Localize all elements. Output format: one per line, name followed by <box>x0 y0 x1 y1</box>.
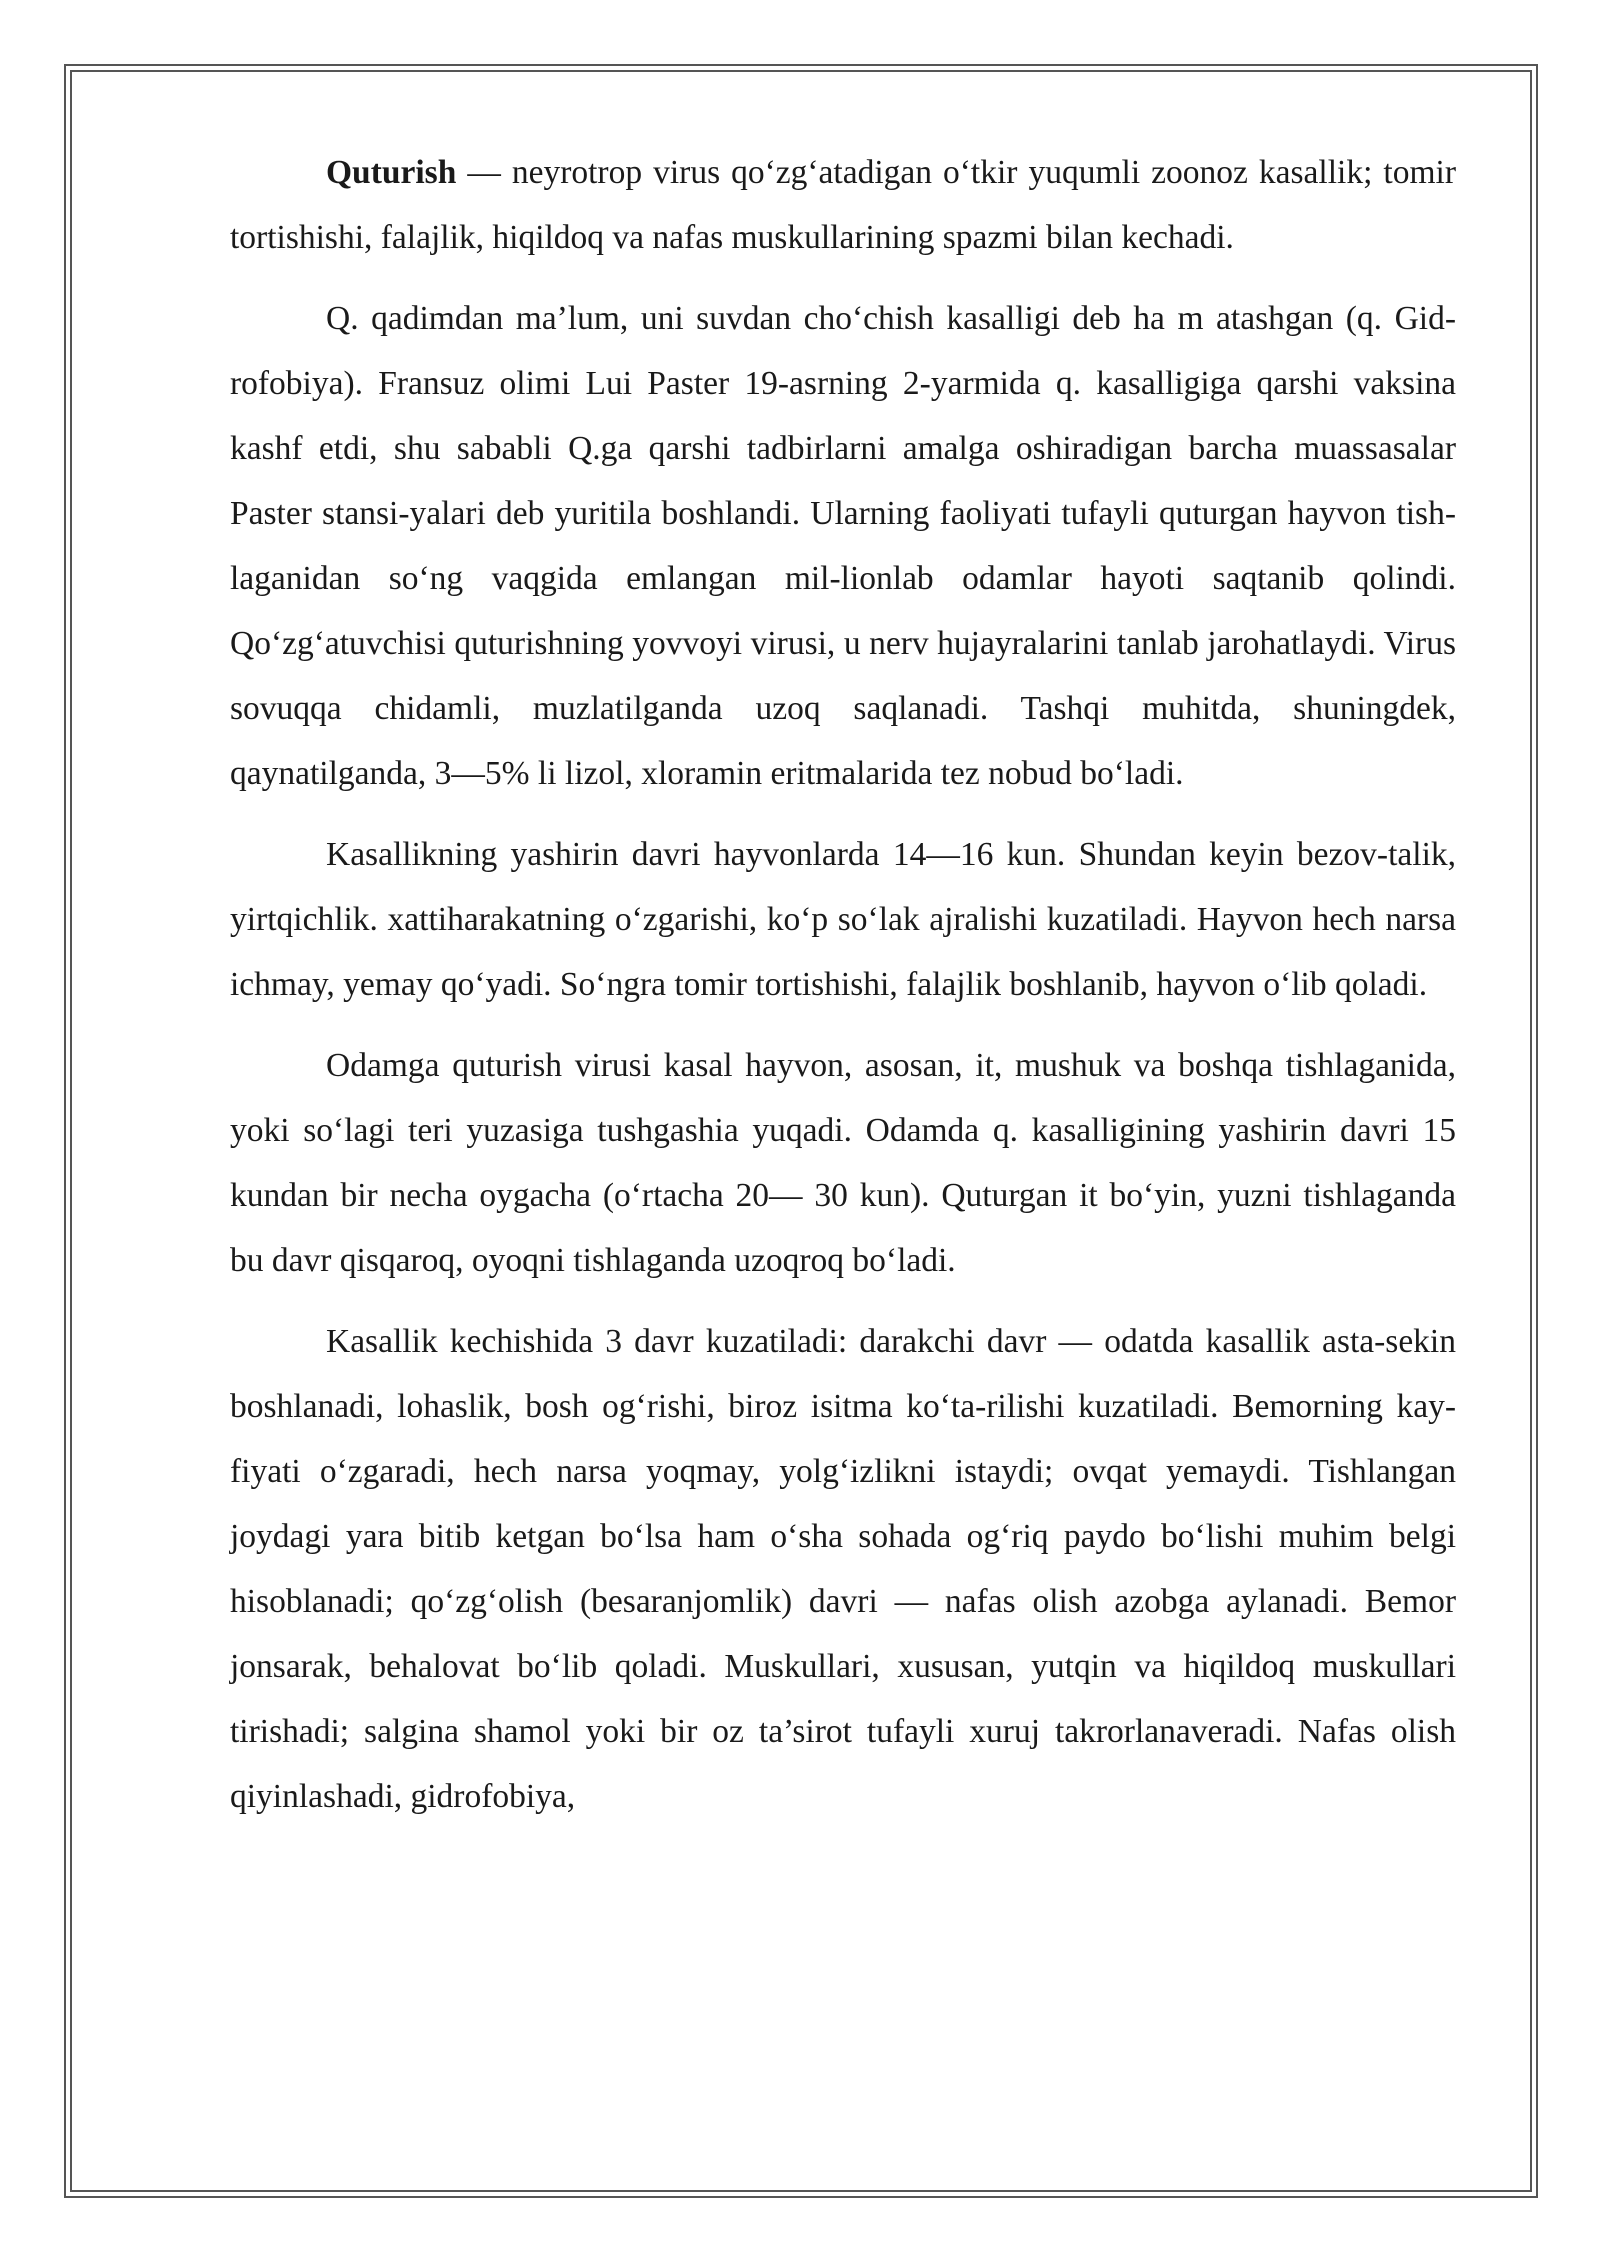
document-body <box>230 140 1456 1845</box>
paragraph-3: Kasallikning yashirin davri hayvonlarda 14—16 kun. Shundan keyin bezov-talik, yirtqichlik. xattiharakatning o‘zgarishi, ko‘p so‘lak ajralishi kuzatiladi. Hayvon hech narsa ichmay, yemay qo‘yadi. So‘ngra tomir tortishishi, falajlik boshlanib, hayvon o‘lib qoladi. <box>230 836 1456 1003</box>
term-heading: Quturish <box>326 154 457 191</box>
paragraph-1 <box>230 140 1456 270</box>
paragraph-2: Q. qadimdan ma’lum, uni suvdan cho‘chish kasalligi deb ha m atashgan (q. Gid-rofobiya). Fransuz olimi Lui Paster 19-asrning 2-yarmida q. kasalligiga qarshi vaksina kashf etdi, shu sababli Q.ga qarshi tadbirlarni amalga oshiradigan barcha muassasalar Paster stansi-yalari deb yuritila boshlandi. Ularning faoliyati tufayli quturgan hayvon tish-laganidan so‘ng vaqgida emlangan mil-lionlab odamlar hayoti saqtanib qolindi. Qo‘zg‘atuvchisi quturishning yovvoyi virusi, u nerv hujayralarini tanlab jarohatlaydi. Virus sovuqqa chidamli, muzlatilganda uzoq saqlanadi. Tashqi muhitda, shuningdek, qaynatilganda, 3—5% li lizol, xloramin eritmalarida tez nobud bo‘ladi. <box>230 300 1456 792</box>
paragraph-5: Kasallik kechishida 3 davr kuzatiladi: darakchi davr — odatda kasallik asta-sekin boshlanadi, lohaslik, bosh og‘rishi, biroz isitma ko‘ta-rilishi kuzatiladi. Bemorning kay-fiyati o‘zgaradi, hech narsa yoqmay, yolg‘izlikni istaydi; ovqat yemaydi. Tishlangan joydagi yara bitib ketgan bo‘lsa ham o‘sha sohada og‘riq paydo bo‘lishi muhim belgi hisoblanadi; qo‘zg‘olish (besaranjomlik) davri — nafas olish azobga aylanadi. Bemor jonsarak, behalovat bo‘lib qoladi. Muskullari, xususan, yutqin va hiqildoq muskullari tirishadi; salgina shamol yoki bir oz ta’sirot tufayli xuruj takrorlanaveradi. Nafas olish qiyinlashadi, gidrofobiya, <box>230 1323 1456 1815</box>
paragraph-4: Odamga quturish virusi kasal hayvon, asosan, it, mushuk va boshqa tishlaganida, yoki so‘lagi teri yuzasiga tushgashia yuqadi. Odamda q. kasalligining yashirin davri 15 kundan bir necha oygacha (o‘rtacha 20— 30 kun). Quturgan it bo‘yin, yuzni tishlaganda bu davr qisqaroq, oyoqni tishlaganda uzoqroq bo‘ladi. <box>230 1047 1456 1279</box>
paragraph-1-text: — neyrotrop virus qo‘zg‘atadigan o‘tkir yuqumli zoonoz kasallik; tomir tortishishi, falajlik, hiqildoq va nafas muskullarining spazmi bilan kechadi. <box>230 154 1456 256</box>
